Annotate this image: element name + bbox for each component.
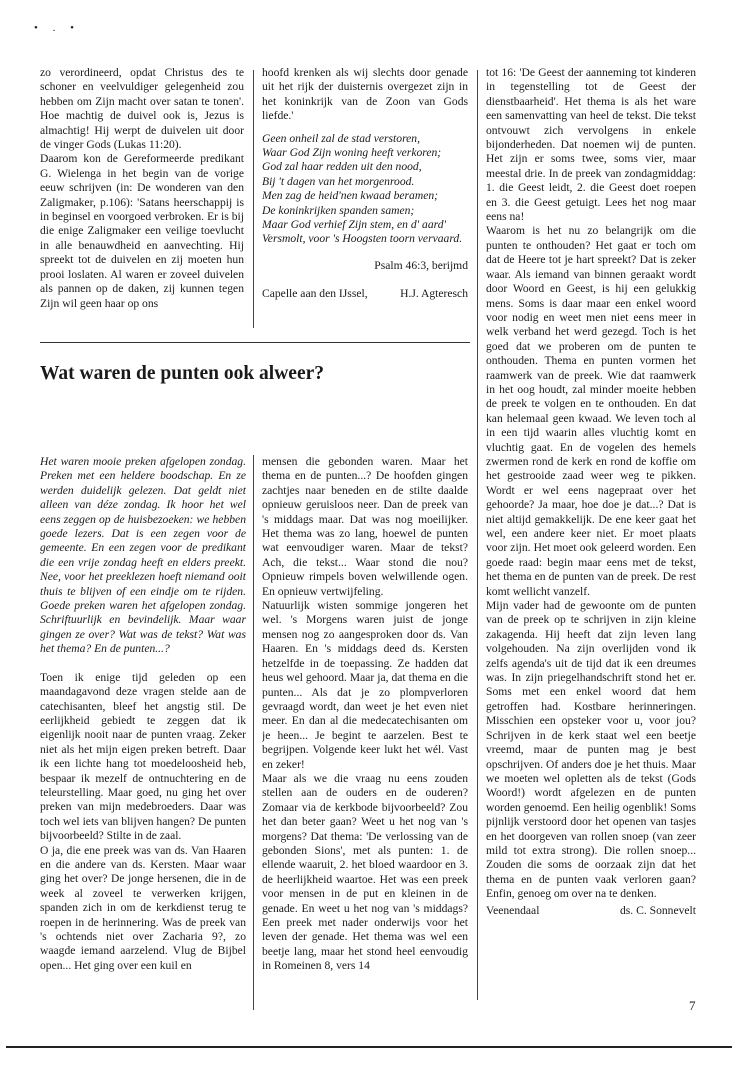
article-paragraph: mensen die gebonden waren. Maar het thema en de punten...? De hoofden gingen zachtjes naar beneden en de stilte daalde opnieuw geruisloos neer. Dan de preek van 's middags maar. Dat was nog moeilijker. Het thema was zo lang, hoewel de punten wat eenvoudiger waren. Maar de tekst? Ach, die tekst... Waar stond die nou? Opnieuw rimpels boven welwillende ogen. En opnieuw vertwijfeling. xyxy=(262,455,468,598)
article-column-1 xyxy=(40,455,246,1010)
poem-line: Versmolt, voor 's Hoogsten toorn vervaard. xyxy=(262,232,463,246)
section-divider xyxy=(40,342,470,343)
top-col2-intro: hoofd krenken als wij slechts door genade uit het rijk der duisternis overgezet zijn in het koninkrijk van de Zoon van Gods liefde.' xyxy=(262,66,468,123)
top-col1-paragraph: Daarom kon de Gereformeerde predikant G. Wielenga in het begin van de vorige eeuw schrijven (in: De wonderen van den Zaligmaker, p.106): 'Satans heerschappij is in beginsel en voorgoed verbroken. Er is bij die enige Zaligmaker een veilige toevlucht in alle benauwdheid en aanvechting. Hij spreekt tot de duivelen en zij moeten hun prooi loslaten. Al waren er zoveel duivelen als pannen op de daken, zij kunnen tegen Zijn wil geen haar op ons xyxy=(40,152,244,310)
poem-line: God zal haar redden uit den nood, xyxy=(262,160,422,174)
article-paragraph: tot 16: 'De Geest der aanneming tot kinderen in tegenstelling tot de Geest der dienstbaarheid'. Het thema is als het ware een samenvatting van heel de tekst. Die tekst ontvouwt zich vervolgens in enkele bijonderheden. Dat noemen wij de punten. Het zijn er soms twee, soms vier, maar meestal drie. In de preek van zondagmiddag: 1. die Geest leidt, 2. die Geest doet roepen en 3. die Geest getuigt. Lees het nog maar eens na! xyxy=(486,66,696,224)
top-signature xyxy=(262,287,468,301)
poem-source: Psalm 46:3, berijmd xyxy=(374,258,468,272)
poem-line: Bij 't dagen van het morgenrood. xyxy=(262,174,415,188)
article-signature xyxy=(486,904,696,918)
article-paragraph: Natuurlijk wisten sommige jongeren het wel. 's Morgens waren juist de jonge mensen nog zo aangesproken door ds. Van Haaren. En 's middags deed ds. Kersten hetzelfde in de toepassing. Ze hadden dat heus wel gehoord. Maar ja, dat thema en die punten... Als dat je zo plompverloren gevraagd wordt, dan weet je het even niet meer. En dan al die medecatechisanten om je heen... Je begint te aarzelen. Best te begrijpen. Volgende keer lukt het wél. Vast en zeker! xyxy=(262,599,468,771)
article-paragraph: Toen ik enige tijd geleden op een maandagavond deze vragen stelde aan de catechisanten, bleef het angstig stil. De eerlijkheid gebiedt te zeggen dat ik eigenlijk nooit naar de punten vraag. Zeker niet als het mijn eigen preken betreft. Daar ik een lichte hang tot moedeloosheid heb, bespaar ik mezelf de ontnuchtering en de teleurstelling. Maar goed, nu ging het over preken van mijn medebroeders. Daar was toch wel iets van blijven hangen? De punten bijvoorbeeld? Stilte in de zaal. xyxy=(40,670,246,843)
poem-line: De koninkrijken spanden samen; xyxy=(262,203,415,217)
psalm-poem xyxy=(262,132,468,247)
article-intro: Het waren mooie preken afgelopen zondag. Preken met een heldere boodschap. En ze werden duidelijk gelezen. Dat geldt niet alleen van déze zondag. Ik hoor het wel eens zeggen op de huisbezoeken: we hebben goede lezers. Dat is een zegen voor de gemeente. En een zegen voor de predikant die een vrije zondag heeft en elders preekt. Nee, voor het preeklezen hoeft niemand ooit thuis te blijven of een eindje om te rijden. Goede preken waren het afgelopen zondag. Schriftuurlijk en bevindelijk. Maar waar gingen ze over? Wat was de tekst? Wat was het thema? En de punten...? xyxy=(40,455,246,656)
top-column-1 xyxy=(40,66,244,326)
signature-place: Capelle aan den IJssel, xyxy=(262,287,368,301)
column-divider xyxy=(477,70,478,1000)
article-title: Wat waren de punten ook alweer? xyxy=(40,363,325,384)
top-col1-paragraph: zo verordineerd, opdat Christus des te schoner en veelvuldiger gelegenheid zou hebben om Zijn macht over satan te tonen'. Hoe machtig de duivel ook is, Jezus is almachtig! Hij werpt de duivelen uit door de vinger Gods (Lukas 11:20). xyxy=(40,66,244,152)
top-column-2 xyxy=(262,66,468,326)
signature-place: Veenendaal xyxy=(486,903,540,917)
poem-line: Maar God verhief Zijn stem, en d' aard' xyxy=(262,218,447,232)
page-number: 7 xyxy=(689,998,696,1013)
article-paragraph: Mijn vader had de gewoonte om de punten van de preek op te schrijven in zijn kleine zakagenda. Hij heeft dat zijn leven lang volgehouden. Na zijn overlijden vond ik zelfs agenda's uit de tijd dat ik een dreumes was. In zijn priegelhandschrift stond het er. Soms met een enkel woord dat hem getroffen had. Kostbare herinneringen. Misschien een opsteker voor u, voor jou? Schrijven in de kerk staat wel een beetje vreemd, maar de punten mag je best opschrijven. Of anders doe je het thuis. Maar we moeten wel opletten als de tekst (Gods Woord!) wordt afgelezen en de punten worden genoemd. Een heilig ogenblik! Soms pijnlijk verstoord door het openen van tasjes en het doorgeven van rollen snoep (van zeer mild tot extra strong). Die rollen snoep... Zouden die soms de oorzaak zijn dat het thema en de punten vaak verloren gaan? Enfin, genoeg om over na te denken. xyxy=(486,599,696,901)
article-column-2 xyxy=(262,455,468,1010)
poem-line: Waar God Zijn woning heeft verkoren; xyxy=(262,146,442,160)
column-divider xyxy=(253,70,254,328)
article-column-3 xyxy=(486,66,696,1010)
signature-name: ds. C. Sonnevelt xyxy=(619,903,696,917)
poem-line: Men zag de heid'nen kwaad beramen; xyxy=(262,189,439,203)
footer-rule xyxy=(6,1046,732,1048)
article-paragraph: Waarom is het nu zo belangrijk om die punten te onthouden? Het gaat er toch om dat de Heere tot je hart spreekt? Dat is zeker waar. Als iemand van binnen geraakt wordt door Woord en Geest, is hij een gelukkig mens. Soms is daar maar een enkel woord voor nodig en weet men niet eens meer in welk verband het werd gezegd. Toch is het goed dat we proberen om de punten te onthouden. Thema en punten vormen het raamwerk van de preek. Wie dat raamwerk in het oog houdt, zal minder moeite hebben de preek te volgen en te onthouden. En dat kan helemaal geen kwaad. We leven toch al in een tijd waarin alles vluchtig komt en vluchtig gaat. En de vogelen des hemels zwermen rond de kerk en rond de koffie om het gestrooide zaad weer weg te pikken. Wordt er wel eens nagepraat over het gehoorde? Ja maar, hoe doe je dat...? Dat is niet altijd gemakkelijk. De ene keer gaat het wel, een andere keer niet. Er moet plaats voor zijn. Het moet ook geleerd worden. Een goede raad: begin maar eens met de tekst, het thema en de punten van de preek. De rest komt wellicht vanzelf. xyxy=(486,224,696,598)
article-paragraph: Maar als we die vraag nu eens zouden stellen aan de ouders en de ouderen? Zomaar via de kerkbode bijvoorbeeld? Zou het dan beter gaan? Weet u het nog van 's morgens? Dat thema: 'De verlossing van de gebonden Sions', met als punten: 1. de ellende waaruit, 2. het bloed waardoor en 3. de heerlijkheid waartoe. Het was een preek voor mensen in de put en kleinen in de genade. En weet u het nog van 's middags? Een preek met nader onderwijs voor het leven der genade. Het thema was wel een beetje lang, maar het stond heel eenvoudig in Romeinen 8, vers 14 xyxy=(262,771,468,973)
header-marks: • . • xyxy=(34,22,80,34)
column-divider xyxy=(253,455,254,1010)
poem-line: Geen onheil zal de stad verstoren, xyxy=(262,131,420,145)
article-paragraph: O ja, die ene preek was van ds. Van Haaren en die andere van ds. Kersten. Maar waar ging het over? De jonge hersenen, die in de week al zoveel te verwerken krijgen, spanden zich in om de kerkdienst terug te roepen in de herinnering. Was de preek van 's ochtends niet over Zacharia 9?, zo waagde iemand aarzelend. Vlug de Bijbel open... Het ging over een kuil en xyxy=(40,843,246,972)
signature-name: H.J. Agteresch xyxy=(400,287,468,301)
